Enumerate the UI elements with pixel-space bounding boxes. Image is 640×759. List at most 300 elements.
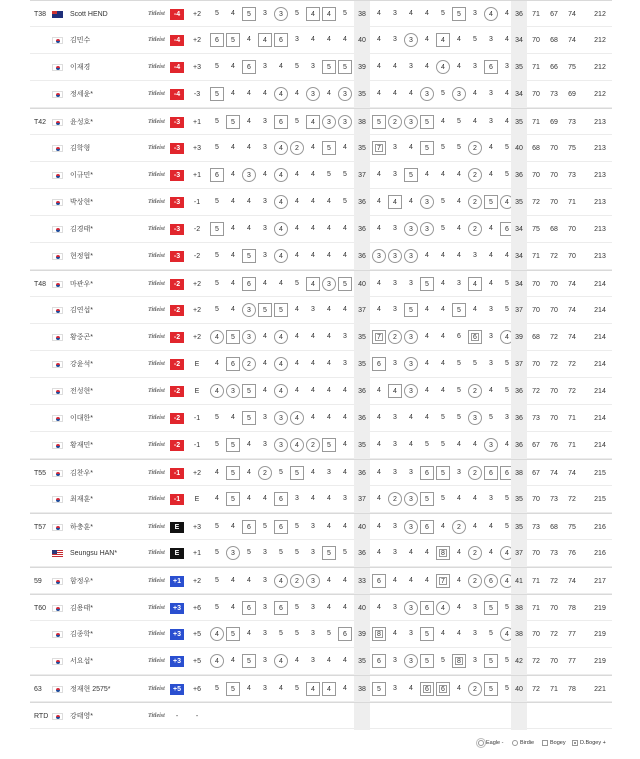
in-total: 38 <box>511 595 527 622</box>
out-total: 37 <box>354 486 370 513</box>
hole-score-value: 4 <box>489 144 493 151</box>
player-row[interactable] <box>30 648 612 675</box>
hole-score-value: 4 <box>473 523 477 530</box>
today-score: +1 <box>193 172 201 179</box>
hole-score-front <box>290 81 304 108</box>
hole-score-value: 5 <box>295 604 299 611</box>
hole-score-value: 3 <box>393 604 397 611</box>
player-name-link[interactable]: 김학형 <box>70 145 91 152</box>
hole-score-back <box>420 243 434 270</box>
player-row[interactable] <box>30 108 612 135</box>
round-r2-score: 70 <box>550 415 558 422</box>
ball-brand-logo: Titleist <box>148 199 165 205</box>
player-row[interactable] <box>30 378 612 405</box>
hole-score-value: 4 <box>441 523 445 530</box>
round-r1-score: 70 <box>532 172 540 179</box>
player-row[interactable] <box>30 243 612 270</box>
round-r1-score: 71 <box>532 119 540 126</box>
round-r2-score: 72 <box>550 334 558 341</box>
hole-score-back <box>404 81 418 108</box>
out-total: 38 <box>354 676 370 703</box>
hole-score-value: 4 <box>409 549 413 556</box>
hole-score-front <box>306 1 320 28</box>
player-row[interactable] <box>30 27 612 54</box>
hole-score-value: 4 <box>295 360 299 367</box>
hole-score-value: 6 <box>210 168 224 182</box>
hole-score-value: 5 <box>404 303 418 317</box>
rank-cell: T38 <box>34 11 47 18</box>
player-name-link[interactable]: 김민수 <box>70 37 91 44</box>
hole-score-back <box>420 676 434 703</box>
hole-score-value: 4 <box>436 33 450 47</box>
player-name-link[interactable]: 이대한* <box>70 415 94 422</box>
hole-score-value: 4 <box>377 198 381 205</box>
round-r3-score: 74 <box>568 470 576 477</box>
hole-score-back <box>372 486 386 513</box>
hole-score-front <box>258 1 272 28</box>
hole-score-value: 4 <box>457 685 461 692</box>
hole-score-back <box>452 109 466 136</box>
hole-score-value: 5 <box>295 118 299 125</box>
player-name-link[interactable]: 김경태* <box>70 226 94 233</box>
hole-score-back <box>436 27 450 54</box>
player-name-link[interactable]: 마관우* <box>70 281 94 288</box>
player-name-link[interactable]: 전성현* <box>70 388 94 395</box>
total-score: 213 <box>594 253 606 260</box>
out-total: 33 <box>354 568 370 595</box>
out-total: 35 <box>354 432 370 459</box>
hole-score-value: 4 <box>279 685 283 692</box>
hole-score-front <box>322 109 336 136</box>
hole-score-front <box>210 621 224 648</box>
round-r1-score: 73 <box>532 415 540 422</box>
round-r1-score: 67 <box>532 442 540 449</box>
hole-score-back <box>372 621 386 648</box>
player-name-link[interactable]: 이재경 <box>70 64 91 71</box>
today-score: +3 <box>193 64 201 71</box>
hole-score-back <box>484 514 498 541</box>
hole-score-back <box>372 1 386 28</box>
player-row[interactable] <box>30 189 612 216</box>
player-row[interactable] <box>30 702 612 729</box>
hole-score-value: 8 <box>372 627 386 641</box>
hole-score-value: 4 <box>327 36 331 43</box>
hole-score-value: 5 <box>215 198 219 205</box>
hole-score-value: 4 <box>231 252 235 259</box>
hole-score-value: 5 <box>441 90 445 97</box>
hole-score-back <box>388 568 402 595</box>
hole-score-front <box>290 648 304 675</box>
hole-score-value: 3 <box>242 303 256 317</box>
player-name-link[interactable]: 서요섭* <box>70 658 94 665</box>
legend-bogey <box>542 737 566 749</box>
player-name-link[interactable]: 황중곤* <box>70 334 94 341</box>
hole-score-value: 3 <box>404 492 418 506</box>
hole-score-value: 4 <box>500 195 514 209</box>
hole-score-front <box>306 486 320 513</box>
ball-brand-logo: Titleist <box>148 307 165 313</box>
player-name-link[interactable]: 박상현* <box>70 199 94 206</box>
player-name-link[interactable]: 함정우* <box>70 578 94 585</box>
hole-score-front <box>322 81 336 108</box>
hole-score-value: 5 <box>420 654 434 668</box>
hole-score-front <box>290 405 304 432</box>
player-row[interactable] <box>30 297 612 324</box>
hole-score-value: 2 <box>290 574 304 588</box>
round-r2-score: 73 <box>550 496 558 503</box>
ball-brand-logo: Titleist <box>148 281 165 287</box>
hole-score-back <box>468 514 482 541</box>
hole-score-front <box>322 568 336 595</box>
hole-score-back <box>484 109 498 136</box>
round-r3-score: 72 <box>568 361 576 368</box>
player-row[interactable] <box>30 351 612 378</box>
hole-score-value: 3 <box>489 495 493 502</box>
hole-score-front <box>290 271 304 298</box>
hole-score-value: 4 <box>247 118 251 125</box>
hole-score-value: 3 <box>473 657 477 664</box>
hole-score-value: 4 <box>231 523 235 530</box>
hole-score-value: 3 <box>404 33 418 47</box>
hole-score-value: 5 <box>322 60 336 74</box>
hole-score-value: 3 <box>409 630 413 637</box>
player-name-link[interactable]: 김연섭* <box>70 307 94 314</box>
player-name-link[interactable]: 이규민* <box>70 172 94 179</box>
hole-score-back <box>388 109 402 136</box>
in-total: 35 <box>511 54 527 81</box>
hole-score-value: 5 <box>226 438 240 452</box>
hole-score-value: 3 <box>473 252 477 259</box>
out-total: 36 <box>354 405 370 432</box>
hole-score-value: 4 <box>263 333 267 340</box>
hole-score-value: 8 <box>452 654 466 668</box>
total-score: 221 <box>594 686 606 693</box>
hole-score-back <box>420 514 434 541</box>
hole-score-value: 4 <box>393 63 397 70</box>
kor-flag-icon <box>52 199 63 206</box>
hole-score-back <box>452 324 466 351</box>
player-row[interactable] <box>30 675 612 702</box>
hole-score-front <box>274 514 288 541</box>
hole-score-front <box>210 405 224 432</box>
hole-score-value: 4 <box>231 198 235 205</box>
hole-score-back <box>452 54 466 81</box>
hole-score-front <box>226 81 240 108</box>
hole-score-value: 4 <box>327 360 331 367</box>
hole-score-value: 3 <box>468 411 482 425</box>
hole-score-value: 3 <box>473 63 477 70</box>
hole-score-back <box>436 297 450 324</box>
hole-score-value: 4 <box>311 495 315 502</box>
hole-score-value: 4 <box>441 306 445 313</box>
hole-score-value: 5 <box>258 303 272 317</box>
hole-score-value: 5 <box>215 144 219 151</box>
hole-score-back <box>420 405 434 432</box>
hole-score-front <box>242 135 256 162</box>
to-par-badge: E <box>170 548 184 559</box>
hole-score-back <box>388 676 402 703</box>
hole-score-value: 4 <box>409 10 413 17</box>
hole-score-front <box>322 460 336 487</box>
round-r2-score: 70 <box>550 307 558 314</box>
hole-score-back <box>452 568 466 595</box>
round-r2-score: 70 <box>550 145 558 152</box>
player-name-link[interactable]: 윤성호* <box>70 119 94 126</box>
hole-score-value: 4 <box>322 7 336 21</box>
player-name-link[interactable]: 황재민* <box>70 442 94 449</box>
hole-score-back <box>468 81 482 108</box>
player-name-link[interactable]: 김용태* <box>70 605 94 612</box>
hole-score-value: 4 <box>489 252 493 259</box>
round-r3-score: 78 <box>568 605 576 612</box>
hole-score-back <box>452 1 466 28</box>
hole-score-value: 4 <box>210 627 224 641</box>
player-name-link[interactable]: 정재현 2575* <box>70 686 111 693</box>
hole-score-value: 6 <box>274 492 288 506</box>
round-r3-score: 75 <box>568 524 576 531</box>
out-total: 36 <box>354 378 370 405</box>
player-name-link[interactable]: 강윤석* <box>70 361 94 368</box>
out-total: 36 <box>354 243 370 270</box>
round-r2-score: 73 <box>550 91 558 98</box>
player-row[interactable] <box>30 216 612 243</box>
hole-score-front <box>306 324 320 351</box>
hole-score-back <box>404 271 418 298</box>
hole-score-value: 3 <box>393 414 397 421</box>
player-row[interactable] <box>30 486 612 513</box>
player-name-link[interactable]: Scott HEND <box>70 11 108 18</box>
hole-score-value: 5 <box>484 682 498 696</box>
hole-score-value: 4 <box>311 333 315 340</box>
hole-score-value: 5 <box>343 10 347 17</box>
hole-score-value: 4 <box>215 495 219 502</box>
player-row[interactable] <box>30 459 612 486</box>
kor-flag-icon <box>52 415 63 422</box>
today-score: -1 <box>193 442 201 449</box>
hole-score-front <box>210 676 224 703</box>
hole-score-front <box>242 109 256 136</box>
legend-double-bogey <box>572 737 606 749</box>
player-name-link[interactable]: 김찬우* <box>70 470 94 477</box>
legend-double-bogey-label: D.Bogey + <box>580 740 606 746</box>
player-row[interactable] <box>30 0 612 27</box>
hole-score-front <box>258 432 272 459</box>
total-score: 219 <box>594 631 606 638</box>
hole-score-back <box>372 432 386 459</box>
player-row[interactable] <box>30 513 612 540</box>
hole-score-front <box>290 162 304 189</box>
hole-score-back <box>452 648 466 675</box>
hole-score-value: 5 <box>441 495 445 502</box>
hole-score-front <box>242 27 256 54</box>
hole-score-back <box>404 540 418 567</box>
hole-score-value: 5 <box>290 466 304 480</box>
hole-score-front <box>226 297 240 324</box>
hole-score-value: 3 <box>226 546 240 560</box>
total-score: 214 <box>594 334 606 341</box>
hole-score-value: 4 <box>468 277 482 291</box>
legend-birdie-label: Birdie <box>520 740 535 746</box>
hole-score-back <box>484 621 498 648</box>
hole-score-back <box>468 162 482 189</box>
hole-score-value: 3 <box>343 495 347 502</box>
hole-score-back <box>452 540 466 567</box>
hole-score-front <box>306 27 320 54</box>
hole-score-back <box>436 271 450 298</box>
hole-score-value: 2 <box>468 546 482 560</box>
hole-score-front <box>322 216 336 243</box>
total-score: 214 <box>594 415 606 422</box>
round-r2-score: 72 <box>550 361 558 368</box>
hole-score-value: 4 <box>343 604 347 611</box>
in-total: 37 <box>511 297 527 324</box>
hole-score-back <box>468 271 482 298</box>
hole-score-value: 5 <box>327 630 331 637</box>
hole-score-value: 3 <box>457 469 461 476</box>
hole-score-value: 3 <box>393 360 397 367</box>
hole-score-front <box>210 460 224 487</box>
hole-score-back <box>404 135 418 162</box>
hole-score-front <box>242 243 256 270</box>
hole-score-value: 3 <box>322 115 336 129</box>
hole-score-value: 6 <box>274 115 288 129</box>
hole-score-front <box>242 432 256 459</box>
hole-score-front <box>242 514 256 541</box>
hole-score-value: 3 <box>404 357 418 371</box>
round-r2-score: 74 <box>550 470 558 477</box>
player-row[interactable] <box>30 81 612 108</box>
usa-flag-icon <box>52 550 63 557</box>
hole-score-value: 4 <box>441 171 445 178</box>
player-row[interactable] <box>30 540 612 567</box>
hole-score-value: 5 <box>215 604 219 611</box>
hole-score-value: 4 <box>231 225 235 232</box>
round-r2-score: 70 <box>550 658 558 665</box>
hole-score-front <box>258 109 272 136</box>
hole-score-value: 4 <box>441 280 445 287</box>
player-name-link[interactable]: 현정협* <box>70 253 94 260</box>
player-row[interactable] <box>30 135 612 162</box>
round-r2-score: 72 <box>550 253 558 260</box>
double-bogey-marker-icon <box>572 740 578 746</box>
hole-score-value: 5 <box>322 141 336 155</box>
today-score: E <box>194 361 200 368</box>
hole-score-value: 5 <box>279 469 283 476</box>
hole-score-value: 3 <box>404 222 418 236</box>
hole-score-front <box>210 135 224 162</box>
player-name-link[interactable]: 하충훈* <box>70 524 94 531</box>
hole-score-back <box>452 189 466 216</box>
hole-score-back <box>404 162 418 189</box>
hole-score-front <box>226 324 240 351</box>
round-r2-score: 72 <box>550 578 558 585</box>
round-r3-score: 77 <box>568 658 576 665</box>
rank-cell: RTD <box>34 713 49 720</box>
hole-score-value: 4 <box>409 685 413 692</box>
hole-score-front <box>306 297 320 324</box>
hole-score-front <box>338 648 352 675</box>
hole-score-back <box>468 109 482 136</box>
hole-score-value: 3 <box>489 90 493 97</box>
hole-score-value: 4 <box>473 495 477 502</box>
hole-score-value: 3 <box>404 330 418 344</box>
hole-score-value: 4 <box>231 90 235 97</box>
hole-score-value: 4 <box>295 225 299 232</box>
hole-score-back <box>436 81 450 108</box>
player-name-link[interactable]: 최재훈* <box>70 496 94 503</box>
hole-score-front <box>274 135 288 162</box>
hole-score-front <box>258 324 272 351</box>
today-score: +5 <box>193 631 201 638</box>
hole-score-back <box>420 1 434 28</box>
hole-score-value: 4 <box>247 90 251 97</box>
hole-score-value: 4 <box>425 387 429 394</box>
hole-score-value: 4 <box>210 330 224 344</box>
to-par-badge: -3 <box>170 197 184 208</box>
hole-score-back <box>484 135 498 162</box>
kor-flag-icon <box>52 64 63 71</box>
hole-score-value: 5 <box>242 7 256 21</box>
player-row[interactable] <box>30 162 612 189</box>
hole-score-front <box>306 621 320 648</box>
player-row[interactable] <box>30 270 612 297</box>
hole-score-value: 3 <box>274 411 288 425</box>
hole-score-value: 4 <box>343 685 347 692</box>
player-row[interactable] <box>30 621 612 648</box>
kor-flag-icon <box>52 631 63 638</box>
player-name-link[interactable]: 강태영* <box>70 713 94 720</box>
hole-score-value: 5 <box>505 495 509 502</box>
hole-score-back <box>420 324 434 351</box>
hole-score-front <box>338 568 352 595</box>
player-row[interactable] <box>30 567 612 594</box>
out-total <box>354 703 370 730</box>
out-total: 36 <box>354 216 370 243</box>
hole-score-value: 4 <box>425 10 429 17</box>
player-name-link[interactable]: 김종학* <box>70 631 94 638</box>
player-name-link[interactable]: Seungsu HAN* <box>70 550 118 557</box>
hole-score-front <box>290 621 304 648</box>
round-r2-score: 67 <box>550 11 558 18</box>
hole-score-value: 4 <box>327 387 331 394</box>
hole-score-back <box>420 540 434 567</box>
hole-score-back <box>484 216 498 243</box>
player-row[interactable] <box>30 54 612 81</box>
hole-score-back <box>388 595 402 622</box>
hole-score-value: 4 <box>457 198 461 205</box>
hole-score-value: 5 <box>372 682 386 696</box>
ball-brand-logo: Titleist <box>148 226 165 232</box>
hole-score-value: 4 <box>436 601 450 615</box>
player-row[interactable] <box>30 405 612 432</box>
hole-score-front <box>274 54 288 81</box>
to-par-badge: -1 <box>170 494 184 505</box>
hole-score-value: 4 <box>473 90 477 97</box>
hole-score-back <box>372 676 386 703</box>
hole-score-back <box>404 324 418 351</box>
hole-score-front <box>290 135 304 162</box>
in-total: 35 <box>511 486 527 513</box>
hole-score-value: 4 <box>290 411 304 425</box>
hole-score-value: 4 <box>295 252 299 259</box>
hole-score-back <box>388 514 402 541</box>
player-row[interactable] <box>30 432 612 459</box>
hole-score-value: 5 <box>215 63 219 70</box>
player-name-link[interactable]: 정세윤* <box>70 91 94 98</box>
player-row[interactable] <box>30 324 612 351</box>
player-row[interactable] <box>30 594 612 621</box>
hole-score-back <box>468 568 482 595</box>
